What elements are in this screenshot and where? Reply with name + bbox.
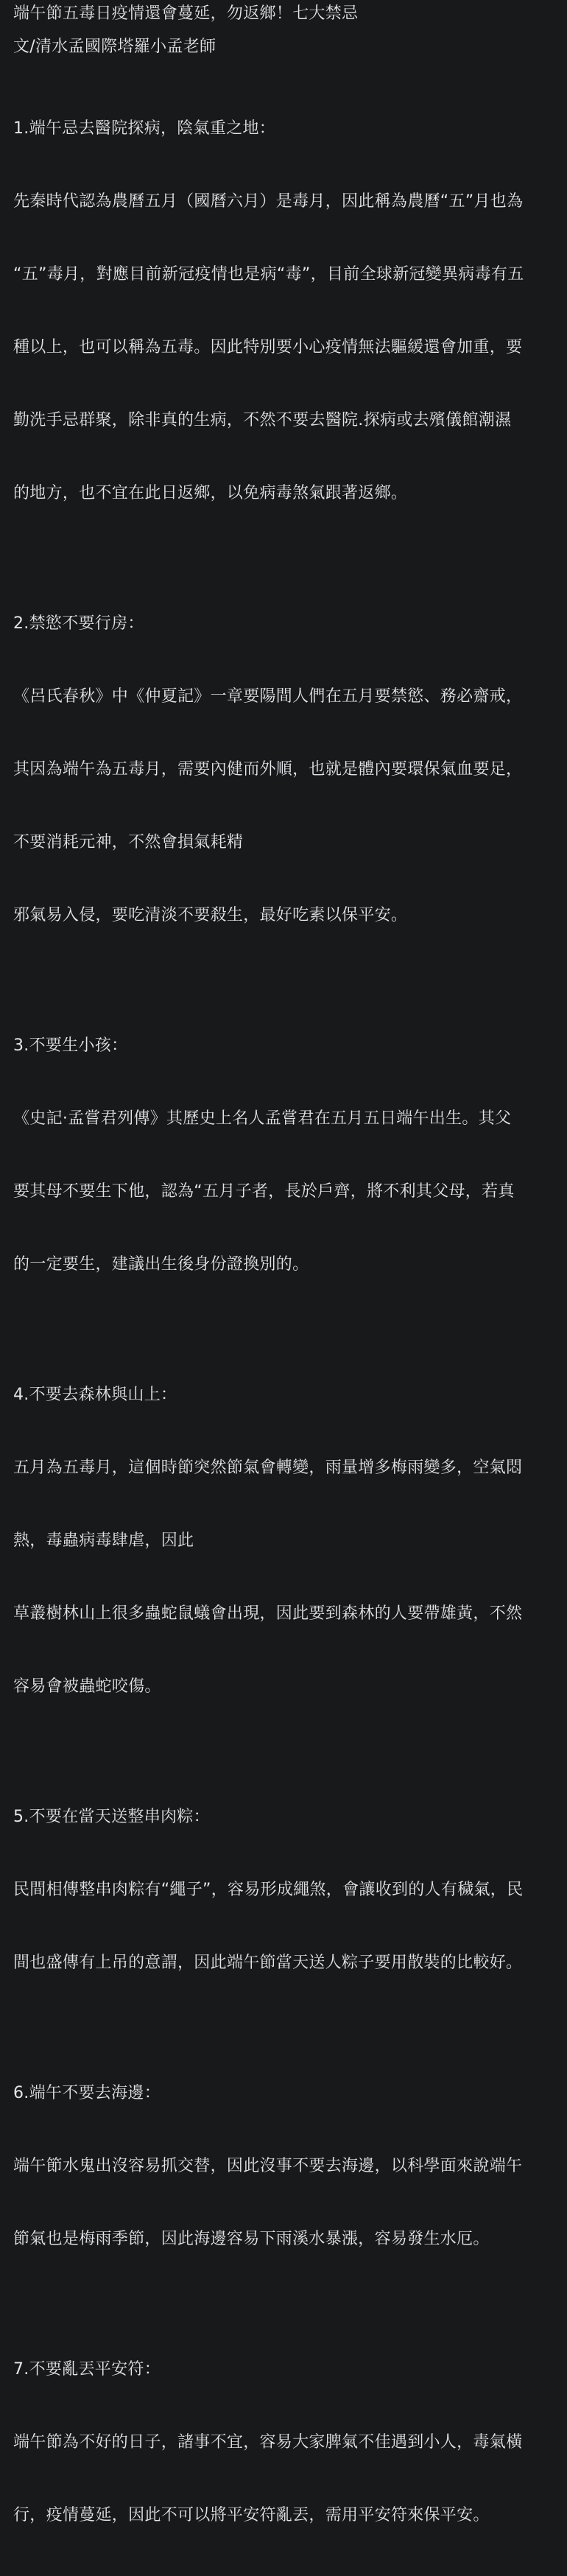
section-7 (13, 2309, 560, 2576)
post-author: 文/清水孟國際塔羅小孟老師 (13, 38, 216, 56)
section-2 (13, 563, 560, 976)
section-heading: 3.不要生小孩： (13, 1036, 128, 1055)
section-line: “五”毒月，對應目前新冠疫情也是病“毒”，目前全球新冠變異病毒有五 (13, 265, 524, 284)
post-title: 端午節五毒日疫情還會蔓延，勿返鄉！七大禁忌 (13, 4, 359, 23)
section-heading: 5.不要在當天送整串肉粽： (13, 1808, 210, 1826)
section-line: 先秦時代認為農曆五月（國曆六月）是毒月，因此稱為農曆“五”月也為 (13, 192, 524, 211)
section-line: 《呂氏春秋》中《仲夏記》一章要陽間人們在五月要禁慾、務必齋戒， (13, 687, 523, 706)
section-line: 種以上，也可以稱為五毒。因此特別要小心疫情無法驅緩還會加重，要 (13, 338, 523, 357)
section-line: 節氣也是梅雨季節，因此海邊容易下雨溪水暴漲，容易發生水厄。 (13, 2230, 490, 2248)
section-line: 五月為五毒月，這個時節突然節氣會轉變，雨量增多梅雨變多，空氣悶 (13, 1459, 523, 1477)
section-line: 不要消耗元神，不然會損氣耗精 (13, 833, 244, 852)
section-5 (13, 1756, 560, 2024)
section-line: 其因為端午為五毒月，需要內健而外順，也就是體內要環保氣血要足， (13, 760, 523, 779)
section-line: 草叢樹林山上很多蟲蛇鼠蟻會出現，因此要到森林的人要帶雄黃，不然 (13, 1604, 523, 1623)
section-line: 間也盛傳有上吊的意謂，因此端午節當天送人粽子要用散裝的比較好。 (13, 1954, 523, 1972)
section-line: 端午節為不好的日子，諸事不宜，容易大家脾氣不佳遇到小人，毒氣橫 (13, 2433, 523, 2452)
section-line: 民間相傳整串肉粽有“繩子”，容易形成繩煞，會讓收到的人有穢氣，民 (13, 1881, 524, 1899)
section-heading: 6.端午不要去海邊： (13, 2084, 161, 2102)
section-line: 勤洗手忌群聚，除非真的生病，不然不要去醫院.探病或去殯儀館潮濕 (13, 411, 512, 429)
section-3 (13, 985, 560, 1325)
section-line: 熱，毒蟲病毒肆虐，因此 (13, 1531, 194, 1550)
section-line: 邪氣易入侵，要吃清淡不要殺生，最好吃素以保平安。 (13, 906, 408, 924)
section-heading: 1.端午忌去醫院探病，陰氣重之地： (13, 119, 276, 138)
section-line: 要其母不要生下他，認為“五月子者，長於戶齊，將不利其父母，若真 (13, 1182, 515, 1201)
section-heading: 7.不要亂丟平安符： (13, 2360, 161, 2379)
section-line: 端午節水鬼出沒容易抓交替，因此沒事不要去海邊，以科學面來說端午 (13, 2157, 523, 2175)
section-line: 的地方，也不宜在此日返鄉，以免病毒煞氣跟著返鄉。 (13, 484, 408, 502)
section-line: 的一定要生，建議出生後身份證換別的。 (13, 1255, 309, 1274)
section-6 (13, 2032, 560, 2300)
section-line: 行，疫情蔓延，因此不可以將平安符亂丟，需用平安符來保平安。 (13, 2506, 490, 2524)
section-1 (13, 68, 560, 554)
section-4 (13, 1334, 560, 1747)
section-line: 容易會被蟲蛇咬傷。 (13, 1677, 161, 1696)
section-heading: 4.不要去森林與山上： (13, 1386, 177, 1404)
section-line: 《史記·孟嘗君列傳》其歷史上名人孟嘗君在五月五日端午出生。其父 (13, 1109, 512, 1128)
section-heading: 2.禁慾不要行房： (13, 614, 144, 633)
